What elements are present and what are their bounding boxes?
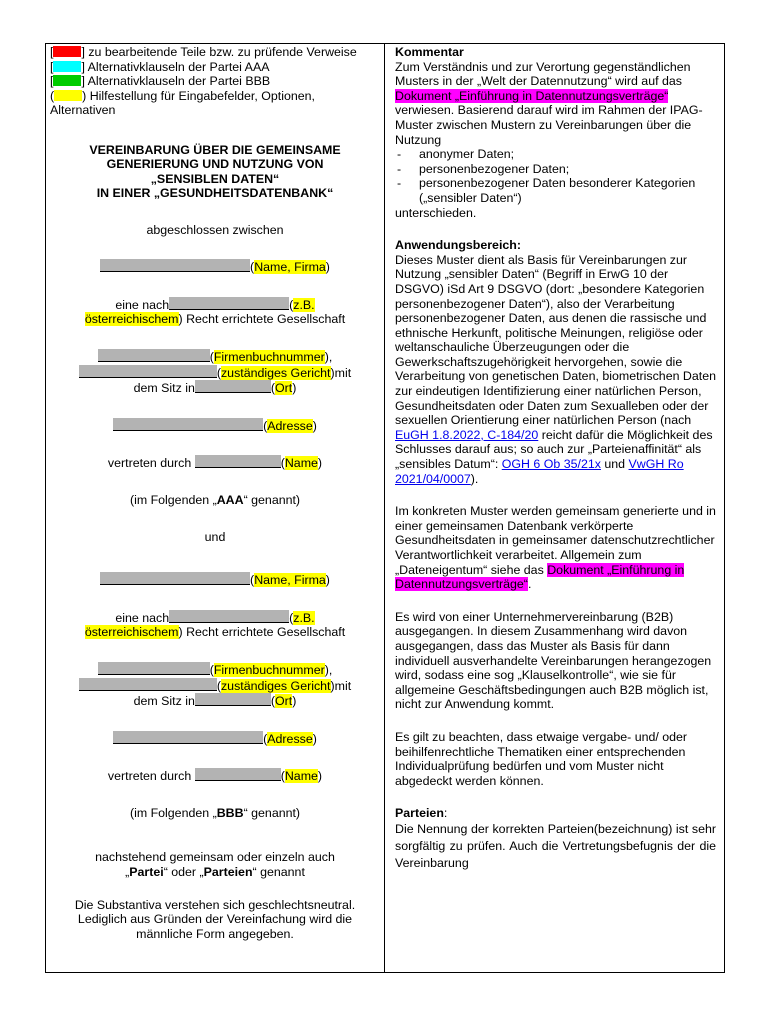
data-types-list (395, 147, 716, 205)
party-bbb-name-field[interactable]: (Name, Firma) (50, 572, 380, 588)
party-aaa-seat-field[interactable]: dem Sitz in (Ort) (133, 381, 297, 396)
list-item: - anonymer Daten; (395, 147, 716, 162)
document-table (45, 43, 725, 973)
jointly-clause: nachstehend gemeinsam oder einzeln auch „Partei“ oder „Parteien“ genannt (95, 850, 335, 880)
legend-green: [ ] Alternativklauseln der Partei BBB (50, 74, 271, 89)
comment-intro: Zum Verständnis und zur Verortung gegenständlichen Musters in der „Welt der Datennutzung“ wird auf das Dokument „Einführung in Datennutzungsverträge“ verwiesen. Basierend darauf wird im Rahmen der IPAG-Muster zwischen Mustern zu Vereinbarungen über die Nutzung (395, 59, 703, 147)
cyan-swatch (53, 61, 81, 72)
party-bbb-address-field[interactable]: (Adresse) (50, 731, 380, 747)
party-aaa-reference: (im Folgenden „AAA“ genannt) (129, 492, 301, 507)
intro-doc-reference[interactable]: Dokument „Einführung in Datennutzungsverträge“ (395, 88, 669, 103)
concrete-doc-reference[interactable]: Dokument „Einführung in Datennutzungsverträge“ (395, 562, 685, 592)
red-swatch (53, 46, 81, 57)
legend (50, 45, 380, 118)
party-aaa-representative-field[interactable]: vertreten durch (Name) (107, 456, 323, 471)
legend-red: [ ] zu bearbeitende Teile bzw. zu prüfende Verweise (50, 45, 357, 59)
list-item: - personenbezogener Daten besonderer Kategorien („sensibler Daten“) (395, 176, 716, 205)
gender-note: Die Substantiva verstehen sich geschlechtsneutral. Lediglich aus Gründen der Vereinfachung wird die männliche Form angegeben. (74, 897, 356, 941)
green-swatch (53, 75, 81, 86)
legend-cyan: [ ] Alternativklauseln der Partei AAA (50, 59, 270, 74)
commentary-column: Kommentar Zum Verständnis und zur Verortung gegenständlichen Musters in der „Welt der Datennutzung“ wird auf das Dokument „Einführung in Datennutzungsverträge“ verwiesen. Basierend darauf wird im Rahmen der IPAG-Muster zwischen Mustern zu Vereinbarungen über die Nutzung - anonymer Daten; - personenbezogener Daten; - personenbezogener Daten besonderer Kategorien („sensibler Daten“) unterschieden. Anwendungsbereich: Dieses Muster dient als Basis für Vereinbarungen zur Nutzung „sensibler Daten“ (Begriff in ErwG 10 der DSGVO) iSd Art 9 DSGVO (dort: „besondere Kategorien personenbezogener Daten“), also der Verarbeitung personenbezogener Daten, aus denen die rassische und ethnische Herkunft, politische Meinungen, religiöse oder weltanschauliche Überzeugungen oder die Gewerkschaftszugehörigkeit hervorgehen, sowie die Verarbeitung von genetischen Daten, biometrischen Daten zur eindeutigen Identifizierung einer natürlichen Person, Gesundheitsdaten oder Daten zum Sexualleben oder der sexuellen Orientierung einer natürlichen Person (nach EuGH 1.8.2022, C-184/20 reicht dafür die Möglichkeit des Schlusses darauf aus; so auch zur „Parteienaffinität“ als „sensibles Datum“: OGH 6 Ob 35/21x und VwGH Ro 2021/04/0007). Im konkreten Muster werden gemeinsam generierte und in einer gemeinsamen Datenbank verkörperte Gesundheitsdaten in gemeinsamer datenschutzrechtlicher Verantwortlichkeit verarbeitet. Allgemein zum „Dateneigentum“ siehe das Dokument „Einführung in Datennutzungsverträge“. Es wird von einer Unternehmervereinbarung (B2B) ausgegangen. In diesem Zusammenhang wird davon ausgegangen, dass das Muster als Basis für dann individuell ausverhandelte Vereinbarungen herangezogen wird, sodass eine sog „Klauselkontrolle“, wie sie für allgemeine Geschäftsbedingungen auch B2B möglich ist, nicht zur Anwendung kommt. Es gilt zu beachten, dass etwaige vergabe- und/ oder beihilfenrechtliche Thematiken einer entsprechenden Individualprüfung bedürfen und vom Muster nicht abgedeckt werden können. Parteien: Die Nennung der korrekten Parteien(bezeichnung) ist sehr sorgfältig zu prüfen. Auch die Vertretungsbefugnis der die Vereinbarung (385, 44, 724, 972)
party-aaa-register-field[interactable]: (Firmenbuchnummer), (50, 349, 380, 365)
legend-yellow: ( ) Hilfestellung für Eingabefelder, Optionen, Alternativen (50, 88, 315, 118)
b2b-text: Es wird von einer Unternehmervereinbarung (B2B) ausgegangen. In diesem Zusammenhang wird davon ausgegangen, dass das Muster als Basis für dann individuell ausverhandelte Vereinbarungen herangezogen wird, sodass eine sog „Klauselkontrolle“, wie sie für allgemeine Geschäftsbedingungen auch B2B möglich ist, nicht zur Anwendung kommt. (395, 609, 712, 712)
party-bbb-register-field[interactable]: (Firmenbuchnummer), (50, 662, 380, 678)
party-aaa-court-field[interactable]: (zuständiges Gericht)mit (50, 365, 380, 381)
parties-heading: Parteien: (395, 806, 448, 821)
party-aaa-law-field[interactable]: eine nach (z.B. österreichischem) Recht errichtete Gesellschaft (84, 297, 346, 327)
party-aaa-block (50, 237, 380, 507)
comment-heading: Kommentar (395, 45, 464, 59)
eugh-link[interactable]: EuGH 1.8.2022, C-184/20 (395, 427, 539, 442)
parties-text: Die Nennung der korrekten Parteien(bezeichnung) ist sehr sorgfältig zu prüfen. Auch die Vertretungsbefugnis der die Vereinbarung (395, 821, 716, 870)
concrete-text: Im konkreten Muster werden gemeinsam generierte und in einer gemeinsamen Datenbank verkörperte Gesundheitsdaten in gemeinsamer datenschutzrechtlicher Verantwortlichkeit verarbeitet. Allgemein zum „Dateneigentum“ siehe das Dokument „Einführung in Datennutzungsverträge“. (395, 504, 716, 592)
contract-title: VEREINBARUNG ÜBER DIE GEMEINSAME GENERIERUNG UND NUTZUNG VON „SENSIBLEN DATEN“ IN EINER „GESUNDHEITSDATENBANK“ (89, 142, 341, 201)
scope-heading: Anwendungsbereich: (395, 238, 521, 253)
contract-column (46, 44, 385, 972)
yellow-swatch (54, 90, 82, 101)
party-bbb-representative-field[interactable]: vertreten durch (Name) (107, 769, 323, 784)
scope-text: Dieses Muster dient als Basis für Vereinbarungen zur Nutzung „sensibler Daten“ (Begriff in ErwG 10 der DSGVO) iSd Art 9 DSGVO (dort: „besondere Kategorien personenbezogener Daten“), also der Verarbeitung personenbezogener Daten, aus denen die rassische und ethnische Herkunft, politische Meinungen, religiöse oder weltanschauliche Überzeugungen oder die Gewerkschaftszugehörigkeit hervorgehen, sowie die Verarbeitung von genetischen Daten, biometrischen Daten zur eindeutigen Identifizierung einer natürlichen Person, Gesundheitsdaten oder Daten zum Sexualleben oder der sexuellen Orientierung einer natürlichen Person (nach EuGH 1.8.2022, C-184/20 reicht dafür die Möglichkeit des Schlusses darauf aus; so auch zur „Parteienaffinität“ als „sensibles Datum“: OGH 6 Ob 35/21x und VwGH Ro 2021/04/0007). (395, 252, 716, 486)
party-bbb-block (50, 544, 380, 820)
party-aaa-name-field[interactable]: (Name, Firma) (50, 259, 380, 275)
party-aaa-address-field[interactable]: (Adresse) (50, 418, 380, 434)
party-bbb-law-field[interactable]: eine nach (z.B. österreichischem) Recht errichtete Gesellschaft (84, 610, 346, 640)
concluded-between: abgeschlossen zwischen (146, 222, 284, 237)
party-bbb-court-field[interactable]: (zuständiges Gericht)mit (50, 678, 380, 694)
ogh-link[interactable]: OGH 6 Ob 35/21x (501, 457, 601, 472)
and-text: und (204, 529, 226, 544)
party-bbb-seat-field[interactable]: dem Sitz in (Ort) (133, 694, 297, 709)
procurement-text: Es gilt zu beachten, dass etwaige vergabe- und/ oder beihilfenrechtliche Thematiken einer entsprechenden Individualprüfung bedürfen und vom Muster nicht abgedeckt werden können. (395, 729, 688, 788)
party-bbb-reference: (im Folgenden „BBB“ genannt) (129, 805, 301, 820)
vwgh-link[interactable]: VwGH Ro 2021/04/0007 (395, 457, 684, 486)
list-item: - personenbezogener Daten; (395, 162, 716, 177)
